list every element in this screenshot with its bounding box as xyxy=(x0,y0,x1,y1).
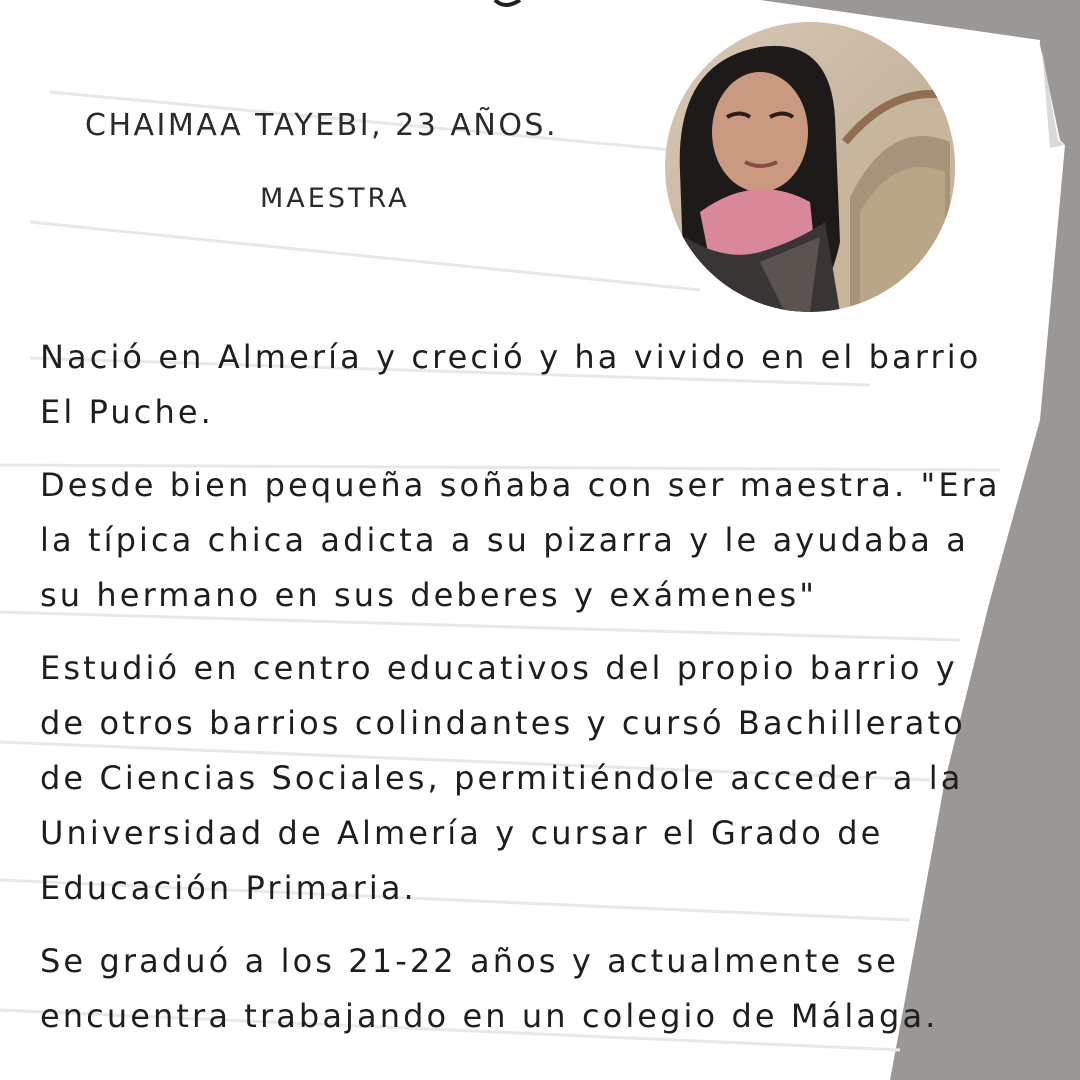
bio-paragraph-4 xyxy=(40,934,1050,1044)
bio-paragraph-1 xyxy=(40,330,1050,440)
bio-line: encuentra trabajando en un colegio de Málaga. xyxy=(40,997,939,1035)
bio-line: Nació en Almería y creció y ha vivido en el barrio xyxy=(40,338,982,376)
bio-line: Universidad de Almería y cursar el Grado de xyxy=(40,814,884,852)
profile-occupation: MAESTRA xyxy=(260,183,410,214)
bio-paragraph-2 xyxy=(40,458,1050,623)
bio-paragraph-3 xyxy=(40,641,1050,916)
bio-line: Educación Primaria. xyxy=(40,869,417,907)
bio-line: Se graduó a los 21-22 años y actualmente se xyxy=(40,942,900,980)
profile-name-age: CHAIMAA TAYEBI, 23 AÑOS. xyxy=(85,108,559,143)
bio-line: Desde bien pequeña soñaba con ser maestra. "Era xyxy=(40,466,1001,504)
bio-line: la típica chica adicta a su pizarra y le ayudaba a xyxy=(40,521,969,559)
biography-text xyxy=(40,330,1050,1062)
portrait-photo xyxy=(665,22,955,312)
bio-line: de otros barrios colindantes y cursó Bachillerato xyxy=(40,704,966,742)
bio-line: de Ciencias Sociales, permitiéndole acceder a la xyxy=(40,759,964,797)
bio-line: El Puche. xyxy=(40,393,214,431)
bio-line: su hermano en sus deberes y exámenes" xyxy=(40,576,818,614)
bio-line: Estudió en centro educativos del propio barrio y xyxy=(40,649,958,687)
